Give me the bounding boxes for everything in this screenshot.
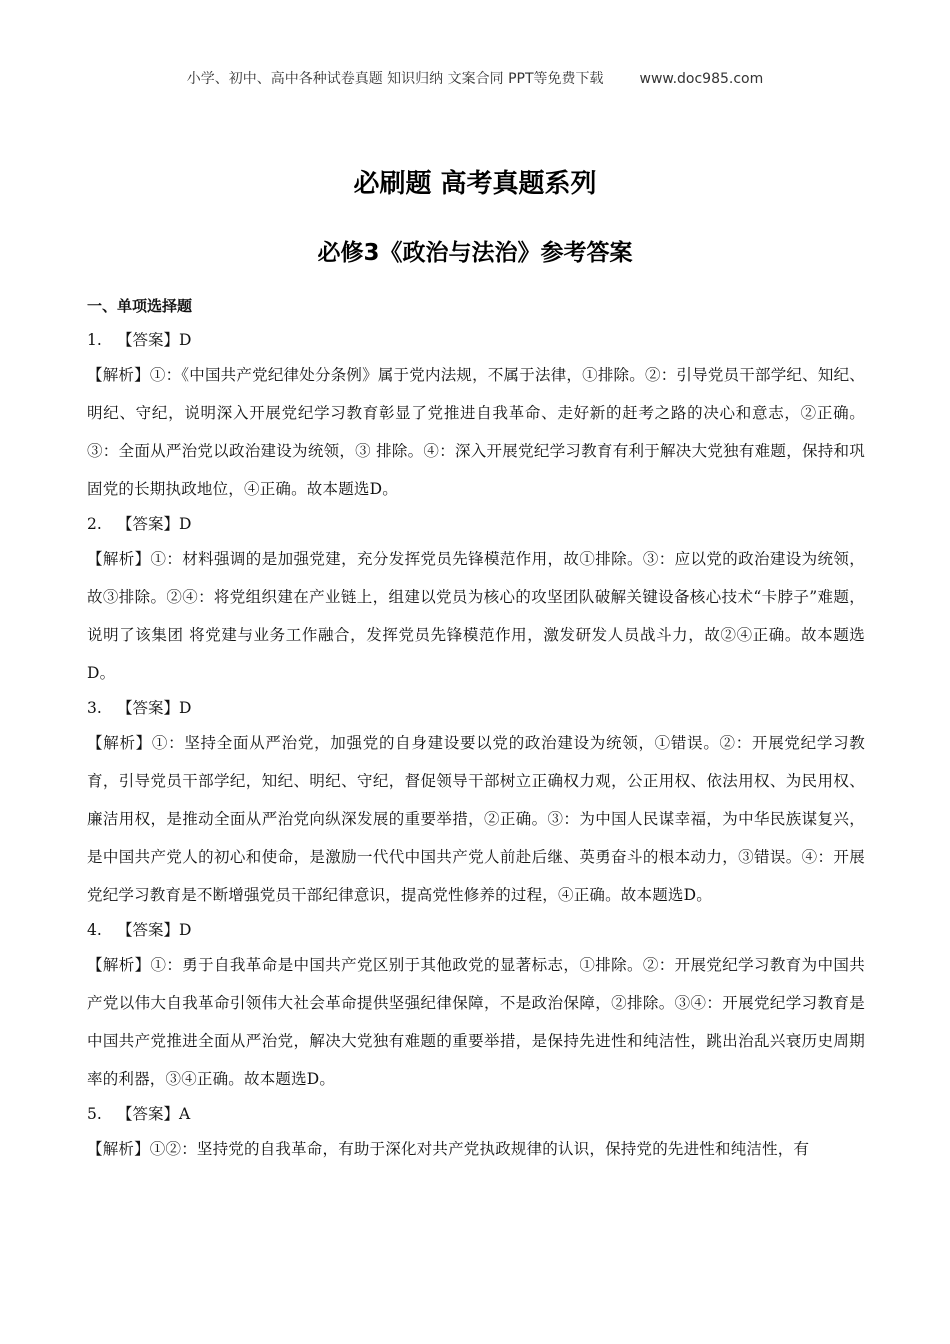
question-number: 4. [87,921,102,939]
explanation-text: 【解析】①②：坚持党的自我革命，有助于深化对共产党执政规律的认识，保持党的先进性和纯洁性，有 [87,1140,810,1158]
explanation-text: 【解析】①：材料强调的是加强党建，充分发挥党员先锋模范作用，故①排除。③：应以党的政治建设为统领，故③排除。②④：将党组织建在产业链上，组建以党员为核心的攻坚团队破解关键设备核心技术“卡脖子”难题，说明了该集团 将党建与业务工作融合，发挥党员先锋模范作用，激发研发人员战斗力，故②④正确。故本题选D。 [87,550,865,682]
answer-line [87,1098,865,1130]
question-number: 1. [87,331,102,349]
page-title: 必刷题 高考真题系列 [353,169,597,199]
explanation-text: 【解析】①：《中国共产党纪律处分条例》属于党内法规，不属于法律，①排除。②：引导党员干部学纪、知纪、明纪、守纪，说明深入开展党纪学习教育彰显了党推进自我革命、走好新的赶考之路的决心和意志，②正确。③：全面从严治党以政治建设为统领，③ 排除。④：深入开展党纪学习教育有利于解决大党独有难题，保持和巩固党的长期执政地位，④正确。故本题选D。 [87,366,865,498]
answer-line [87,324,865,356]
answer-label: 【答案】A [117,1105,191,1123]
question-item [87,692,865,914]
answer-label: 【答案】D [117,921,192,939]
question-number: 3. [87,699,102,717]
answer-line [87,914,865,946]
answer-line [87,508,865,540]
header-text: 小学、初中、高中各种试卷真题 知识归纳 文案合同 PPT等免费下载 [186,71,604,87]
question-item [87,1098,865,1168]
header-site-link[interactable]: www.doc985.com [639,71,764,87]
question-item [87,324,865,508]
explanation-text: 【解析】①：勇于自我革命是中国共产党区别于其他政党的显著标志，①排除。②：开展党纪学习教育为中国共产党以伟大自我革命引领伟大社会革命提供坚强纪律保障，不是政治保障，②排除。③④：开展党纪学习教育是中国共产党推进全面从严治党，解决大党独有难题的重要举措，是保持先进性和纯洁性，跳出治乱兴衰历史周期率的利器，③④正确。故本题选D。 [87,956,865,1088]
answer-line [87,692,865,724]
answer-content [87,292,865,1168]
answer-label: 【答案】D [117,515,192,533]
question-number: 2. [87,515,102,533]
answer-label: 【答案】D [117,331,192,349]
answer-label: 【答案】D [117,699,192,717]
page-subtitle: 必修3《政治与法治》参考答案 [317,240,633,266]
question-number: 5. [87,1105,102,1123]
page-header [0,68,950,88]
question-item [87,508,865,692]
explanation-text: 【解析】①：坚持全面从严治党，加强党的自身建设要以党的政治建设为统领，①错误。②：开展党纪学习教育，引导党员干部学纪，知纪、明纪、守纪，督促领导干部树立正确权力观，公正用权、依法用权、为民用权、廉洁用权，是推动全面从严治党向纵深发展的重要举措，②正确。③：为中国人民谋幸福，为中华民族谋复兴，是中国共产党人的初心和使命，是激励一代代中国共产党人前赴后继、英勇奋斗的根本动力，③错误。④：开展党纪学习教育是不断增强党员干部纪律意识，提高党性修养的过程，④正确。故本题选D。 [87,734,865,904]
question-item [87,914,865,1098]
section-title: 一、单项选择题 [87,297,193,315]
